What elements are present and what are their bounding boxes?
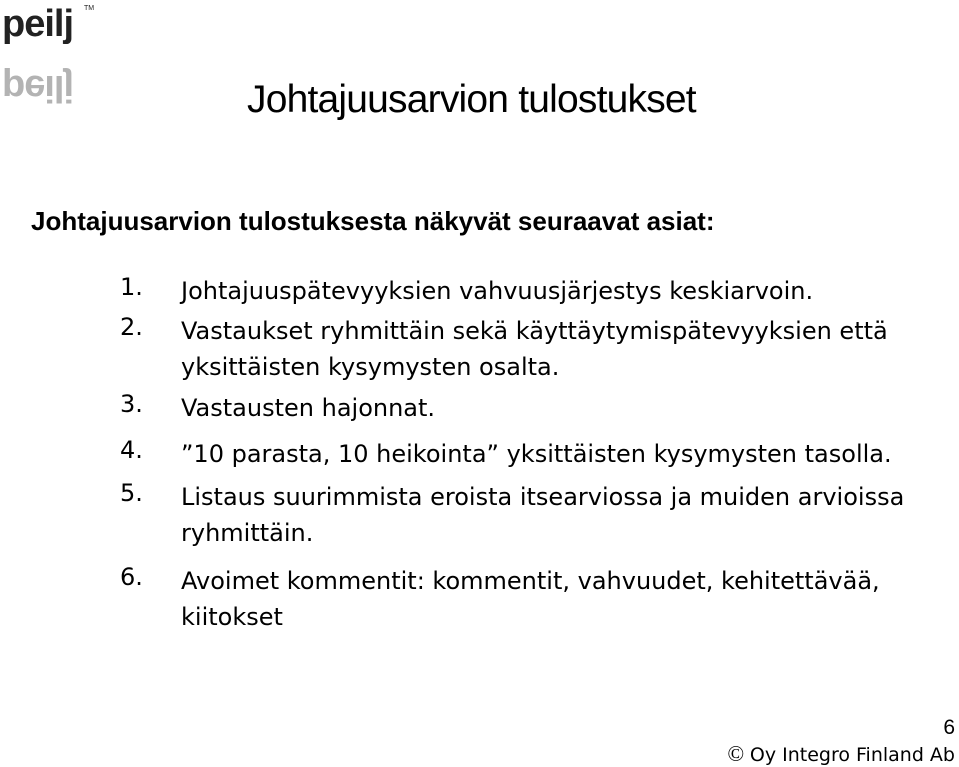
list-item-line: yksittäisten kysymysten osalta. — [181, 353, 560, 381]
svg-text:peilj: peilj — [2, 3, 74, 45]
list-item-text — [181, 563, 880, 635]
list-item-number: 5. — [120, 479, 143, 507]
list-item-line: Avoimet kommentit: kommentit, vahvuudet, kehitettävää, — [181, 567, 880, 595]
list-item-text — [181, 436, 892, 472]
footer-company: Oy Integro Finland Ab — [749, 744, 955, 766]
page-number: 6 — [943, 716, 955, 739]
slide-subtitle: Johtajuusarvion tulostuksesta näkyvät seuraavat asiat: — [31, 206, 715, 236]
list-item-number: 6. — [120, 563, 143, 591]
peili-logo-mark — [0, 0, 110, 109]
list-item-number: 1. — [120, 273, 143, 301]
list-item-text — [181, 313, 888, 385]
list-item-line: Vastausten hajonnat. — [181, 394, 436, 422]
list-item-line: Listaus suurimmista eroista itsearviossa ja muiden arvioissa — [181, 483, 905, 511]
list-item-line: ryhmittäin. — [181, 519, 314, 547]
list-item-text — [181, 479, 904, 551]
svg-text:TM: TM — [84, 5, 95, 12]
list-item-text — [181, 273, 813, 309]
list-item-line: kiitokset — [181, 603, 283, 631]
list-item-number: 2. — [120, 313, 143, 341]
copyright-icon: © — [727, 741, 744, 766]
slide-title: Johtajuusarvion tulostukset — [247, 78, 696, 121]
footer-copyright — [727, 741, 955, 767]
list-item-number: 4. — [120, 436, 143, 464]
list-item-number: 3. — [120, 390, 143, 418]
list-item-line: ”10 parasta, 10 heikointa” yksittäisten kysymysten tasolla. — [181, 440, 892, 468]
peili-logo — [0, 0, 110, 109]
list-item-line: Johtajuuspätevyyksien vahvuusjärjestys keskiarvoin. — [181, 277, 814, 305]
list-item-text — [181, 390, 435, 426]
svg-text:peilj: peilj — [2, 67, 74, 109]
list-item-line: Vastaukset ryhmittäin sekä käyttäytymispätevyyksien että — [181, 317, 888, 345]
